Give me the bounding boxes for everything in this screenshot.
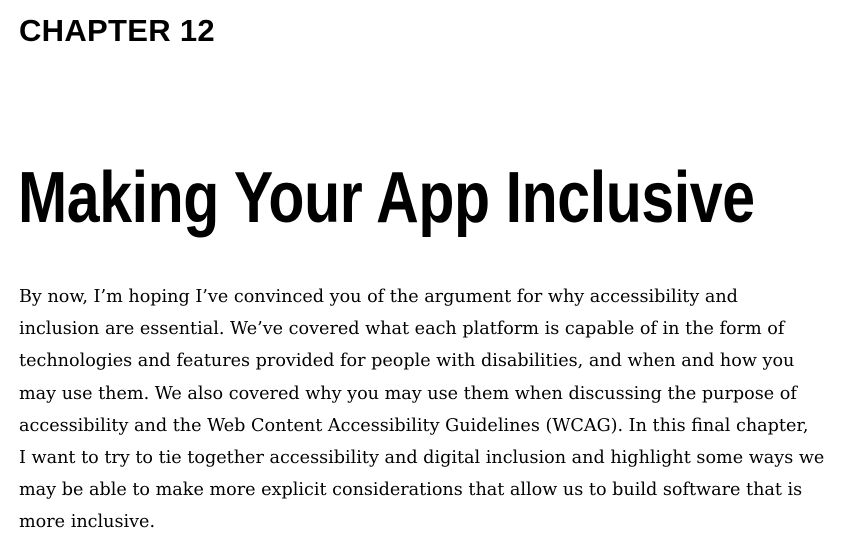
paragraph-line: may use them. We also covered why you may use them when discussing the purpose of — [19, 383, 797, 404]
intro-paragraph — [19, 281, 849, 539]
paragraph-line: By now, I’m hoping I’ve convinced you of the argument for why accessibility and — [19, 287, 738, 307]
paragraph-line: accessibility and the Web Content Accessibility Guidelines (WCAG). In this final chapter, — [19, 415, 809, 436]
chapter-title: Making Your App Inclusive — [18, 158, 755, 238]
paragraph-line: inclusion are essential. We’ve covered what each platform is capable of in the form of — [19, 319, 785, 340]
paragraph-line: may be able to make more explicit considerations that allow us to build software that is — [19, 480, 803, 501]
chapter-label: CHAPTER 12 — [19, 13, 215, 48]
paragraph-line: more inclusive. — [19, 512, 156, 533]
paragraph-line: technologies and features provided for people with disabilities, and when and how you — [19, 351, 795, 372]
paragraph-line: I want to try to tie together accessibility and digital inclusion and highlight some ways we — [19, 448, 825, 469]
